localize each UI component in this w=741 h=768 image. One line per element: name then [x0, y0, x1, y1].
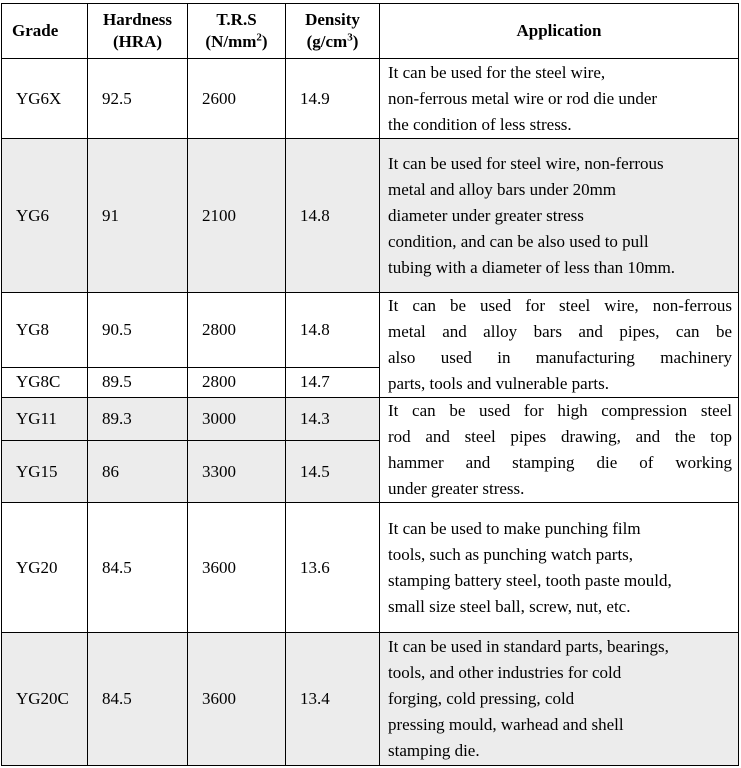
table-row	[2, 503, 739, 633]
trs-cell: 2800	[188, 293, 286, 368]
table-row	[2, 59, 739, 139]
application-cell	[380, 398, 739, 503]
table-row	[2, 398, 739, 441]
hardness-cell: 84.5	[88, 503, 188, 633]
header-grade: Grade	[2, 4, 88, 59]
application-line: the condition of less stress.	[388, 114, 572, 134]
trs-cell: 3600	[188, 503, 286, 633]
header-row	[2, 4, 739, 59]
density-cell: 14.3	[286, 398, 380, 441]
trs-cell: 2100	[188, 139, 286, 293]
application-line: forging, cold pressing, cold	[388, 689, 575, 708]
application-line: pressing mould, warhead and shell	[388, 715, 624, 734]
application-line: tools, such as punching watch parts,	[388, 544, 634, 564]
header-trs: T.R.S $(N/mm^2)$	[188, 4, 286, 59]
grade-cell: YG15	[2, 441, 88, 503]
application-cell	[380, 633, 739, 766]
application-cell	[380, 503, 739, 633]
grade-cell: YG6X	[2, 59, 88, 139]
header-application: Application	[380, 4, 739, 59]
hardness-cell: 86	[88, 441, 188, 503]
grade-cell: YG8	[2, 293, 88, 368]
application-line: It can be used in standard parts, bearings,	[388, 637, 669, 656]
application-line: It can be used to make punching film	[388, 518, 641, 538]
density-cell: 14.8	[286, 293, 380, 368]
application-line: It can be used for high compression steel	[388, 401, 732, 420]
application-line: It can be used for the steel wire,	[388, 62, 606, 82]
density-cell: 14.9	[286, 59, 380, 139]
trs-cell: 3300	[188, 441, 286, 503]
application-line: small size steel ball, screw, nut, etc.	[388, 596, 631, 616]
application-line: tubing with a diameter of less than 10mm.	[388, 257, 676, 277]
application-line: hammer and stamping die of working	[388, 453, 732, 472]
application-cell	[380, 293, 739, 398]
hardness-cell: 89.5	[88, 367, 188, 397]
grade-cell: YG20C	[2, 633, 88, 766]
hardness-cell: 92.5	[88, 59, 188, 139]
application-line: parts, tools and vulnerable parts.	[388, 374, 609, 393]
header-density: Density $(g/cm^3)$	[286, 4, 380, 59]
application-line: under greater stress.	[388, 479, 525, 498]
application-line: non-ferrous metal wire or rod die under	[388, 88, 658, 108]
trs-cell: 2600	[188, 59, 286, 139]
application-line: It can be used for steel wire, non-ferrous	[388, 153, 664, 173]
hardness-cell: 90.5	[88, 293, 188, 368]
application-line: tools, and other industries for cold	[388, 663, 622, 682]
application-cell	[380, 59, 739, 139]
application-line: stamping die.	[388, 741, 480, 760]
table-row	[2, 633, 739, 766]
application-cell	[380, 139, 739, 293]
grade-cell: YG8C	[2, 367, 88, 397]
density-cell: 14.7	[286, 367, 380, 397]
application-line: stamping battery steel, tooth paste mould,	[388, 570, 672, 590]
grade-cell: YG11	[2, 398, 88, 441]
hardness-cell: 84.5	[88, 633, 188, 766]
table-row	[2, 293, 739, 368]
trs-cell: 3600	[188, 633, 286, 766]
application-line: diameter under greater stress	[388, 205, 584, 225]
hardness-cell: 91	[88, 139, 188, 293]
application-line: It can be used for steel wire, non-ferrous	[388, 296, 732, 315]
trs-cell: 3000	[188, 398, 286, 441]
density-cell: 13.6	[286, 503, 380, 633]
table-row	[2, 139, 739, 293]
density-cell: 14.8	[286, 139, 380, 293]
density-cell: 14.5	[286, 441, 380, 503]
application-line: rod and steel pipes drawing, and the top	[388, 427, 732, 446]
density-cell: 13.4	[286, 633, 380, 766]
grade-cell: YG20	[2, 503, 88, 633]
application-line: also used in manufacturing machinery	[388, 348, 732, 367]
application-line: condition, and can be also used to pull	[388, 231, 649, 251]
application-line: metal and alloy bars and pipes, can be	[388, 322, 732, 341]
carbide-grades-table	[1, 3, 739, 766]
trs-cell: 2800	[188, 367, 286, 397]
grade-cell: YG6	[2, 139, 88, 293]
header-hardness: Hardness (HRA)	[88, 4, 188, 59]
hardness-cell: 89.3	[88, 398, 188, 441]
application-line: metal and alloy bars under 20mm	[388, 179, 617, 199]
